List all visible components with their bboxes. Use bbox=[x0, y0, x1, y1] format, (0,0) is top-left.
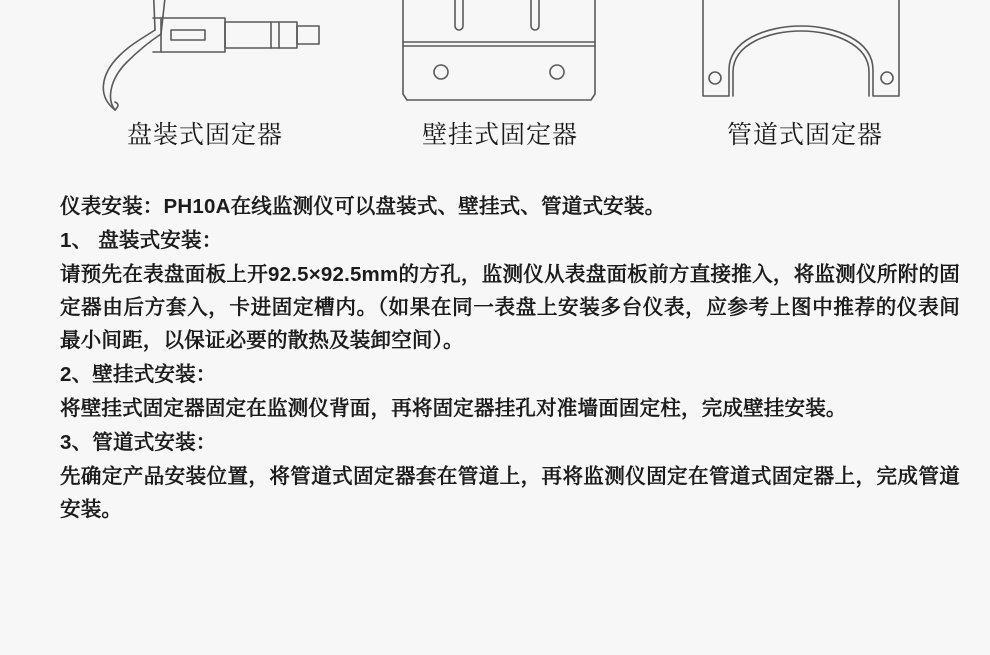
section-1-title: 1、 盘装式安装： bbox=[60, 229, 223, 252]
section-1-text: 请预先在表盘面板上开92.5×92.5mm的方孔，监测仪从表盘面板前方直接推入，将监测仪所附的固定器由后方套入，卡进固定槽内。（如果在同一表盘上安装多台仪表，应参考上图中推荐的仪表间最小间距，以保证必要的散热及装卸空间）。 bbox=[60, 263, 960, 352]
intro-paragraph: 仪表安装：PH10A在线监测仪可以盘装式、壁挂式、管道式安装。 bbox=[60, 195, 666, 218]
figure-caption: 壁挂式固定器 bbox=[421, 122, 578, 149]
figure-panel-mount bbox=[60, 0, 350, 151]
wall-mount-bracket-illustration bbox=[370, 0, 630, 115]
pipe-mount-bracket-illustration bbox=[670, 0, 940, 115]
section-2-title: 2、壁挂式安装： bbox=[60, 363, 217, 386]
figure-caption: 管道式固定器 bbox=[726, 122, 883, 149]
figure-row bbox=[0, 0, 990, 170]
figure-pipe-mount bbox=[670, 0, 940, 151]
section-3-text: 先确定产品安装位置，将管道式固定器套在管道上，再将监测仪固定在管道式固定器上，完成管道安装。 bbox=[60, 465, 960, 521]
section-2-text: 将壁挂式固定器固定在监测仪背面，再将固定器挂孔对准墙面固定柱，完成壁挂安装。 bbox=[60, 397, 847, 420]
figure-wall-mount bbox=[370, 0, 630, 151]
instruction-text-block bbox=[60, 190, 960, 527]
section-3-title: 3、管道式安装： bbox=[60, 431, 217, 454]
panel-mount-bracket-illustration bbox=[60, 0, 350, 115]
figure-caption: 盘装式固定器 bbox=[126, 122, 283, 149]
